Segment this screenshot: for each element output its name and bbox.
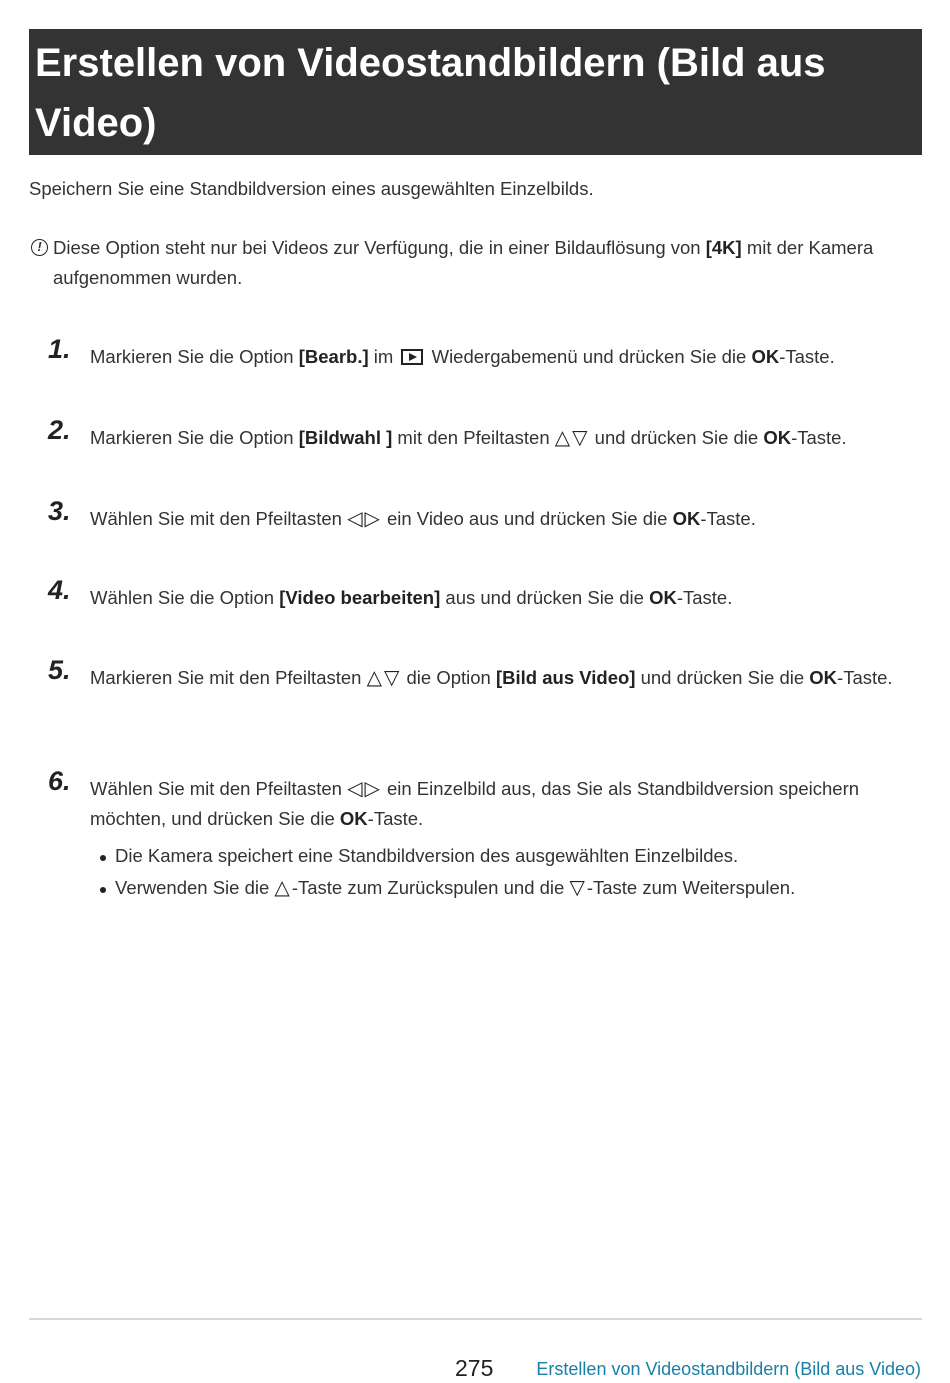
step-3: [48, 496, 918, 534]
left-right-arrow-icon: ◁▷: [347, 778, 382, 800]
playback-icon: [401, 349, 423, 365]
step-6: [48, 766, 918, 904]
step-5: [48, 655, 918, 693]
step-text-part: Wiedergabemenü und drücken Sie die: [426, 346, 752, 367]
ok-key: OK: [672, 508, 701, 529]
list-item: [90, 872, 918, 904]
title-bar: [29, 29, 922, 155]
step-text-part: Wählen Sie mit den Pfeiltasten: [90, 508, 348, 529]
step-text-part: -Taste.: [779, 346, 835, 367]
step-1: [48, 334, 918, 372]
step-text: [90, 663, 918, 693]
step-text-part: Markieren Sie die Option: [90, 427, 299, 448]
ok-key: OK: [763, 427, 792, 448]
step-text-part: Wählen Sie die Option: [90, 587, 280, 608]
step-text-part: Markieren Sie mit den Pfeiltasten: [90, 667, 367, 688]
down-arrow-icon: ▽: [569, 877, 587, 899]
step-text-part: Markieren Sie die Option: [90, 346, 299, 367]
step-text: [90, 423, 918, 453]
step-text-part: aus und drücken Sie die: [440, 587, 650, 608]
step-text-part: -Taste.: [676, 587, 733, 608]
note-text-before: Diese Option steht nur bei Videos zur Verfügung, die in einer Bildauflösung von: [53, 237, 706, 258]
step-text-part: im: [368, 346, 399, 367]
step-number: 4.: [48, 575, 71, 605]
step-text-part: und drücken Sie die: [589, 427, 764, 448]
option-name: [Bearb.]: [298, 346, 369, 367]
page-number: 275: [455, 1355, 494, 1381]
caution-icon: !: [31, 239, 48, 256]
bullet-text-part: -Taste zum Weiterspulen.: [586, 877, 796, 898]
step-text-part: -Taste.: [700, 508, 756, 529]
note-text-after: mit der Kamera aufgenommen wurden.: [53, 237, 874, 288]
step-4: [48, 575, 918, 613]
ok-key: OK: [809, 667, 838, 688]
footer-divider: [29, 1318, 922, 1320]
step-number: 5.: [48, 655, 71, 685]
step-number: 1.: [48, 334, 71, 364]
step-text-part: und drücken Sie die: [635, 667, 810, 688]
step-text-part: die Option: [401, 667, 496, 688]
step-number: 6.: [48, 766, 71, 796]
ok-key: OK: [339, 808, 368, 829]
step-text: [90, 504, 918, 534]
list-item: [90, 840, 918, 872]
step-text: [90, 583, 918, 613]
step-text: [90, 774, 918, 834]
note-text: [53, 233, 909, 293]
note: [29, 233, 909, 293]
option-name: [Video bearbeiten]: [279, 587, 441, 608]
bullet-text-part: Verwenden Sie die: [115, 877, 275, 898]
note-bold: [4K]: [705, 237, 742, 258]
up-arrow-icon: △: [274, 877, 292, 899]
intro-text: Speichern Sie eine Standbildversion eines ausgewählten Einzelbilds.: [29, 178, 594, 199]
bullet-text: Die Kamera speichert eine Standbildversion des ausgewählten Einzelbildes.: [115, 845, 739, 866]
step-number: 3.: [48, 496, 71, 526]
page-title: Erstellen von Videostandbildern (Bild aus Video): [35, 41, 826, 145]
step-text-part: mit den Pfeiltasten: [392, 427, 555, 448]
up-down-arrow-icon: △▽: [554, 427, 590, 449]
bullet-text-part: -Taste zum Zurückspulen und die: [291, 877, 570, 898]
step-text-part: ein Video aus und drücken Sie die: [381, 508, 673, 529]
step-text: [90, 342, 918, 372]
step-text-part: -Taste.: [791, 427, 847, 448]
step-text-part: Wählen Sie mit den Pfeiltasten: [90, 778, 348, 799]
left-right-arrow-icon: ◁▷: [347, 508, 382, 530]
step-text-part: -Taste.: [837, 667, 893, 688]
up-down-arrow-icon: △▽: [366, 667, 402, 689]
option-name: [Bild aus Video]: [496, 667, 636, 688]
option-name: [Bildwahl ]: [298, 427, 393, 448]
bullet-list: [90, 840, 918, 904]
footer-section-link[interactable]: Erstellen von Videostandbildern (Bild aus Video): [536, 1359, 921, 1379]
ok-key: OK: [649, 587, 677, 608]
ok-key: OK: [751, 346, 780, 367]
step-2: [48, 415, 918, 453]
step-text-part: -Taste.: [367, 808, 424, 829]
step-text-part: ein Einzelbild aus, das Sie als Standbildversion speichern möchten, und drücken Sie die: [90, 778, 860, 829]
step-number: 2.: [48, 415, 71, 445]
